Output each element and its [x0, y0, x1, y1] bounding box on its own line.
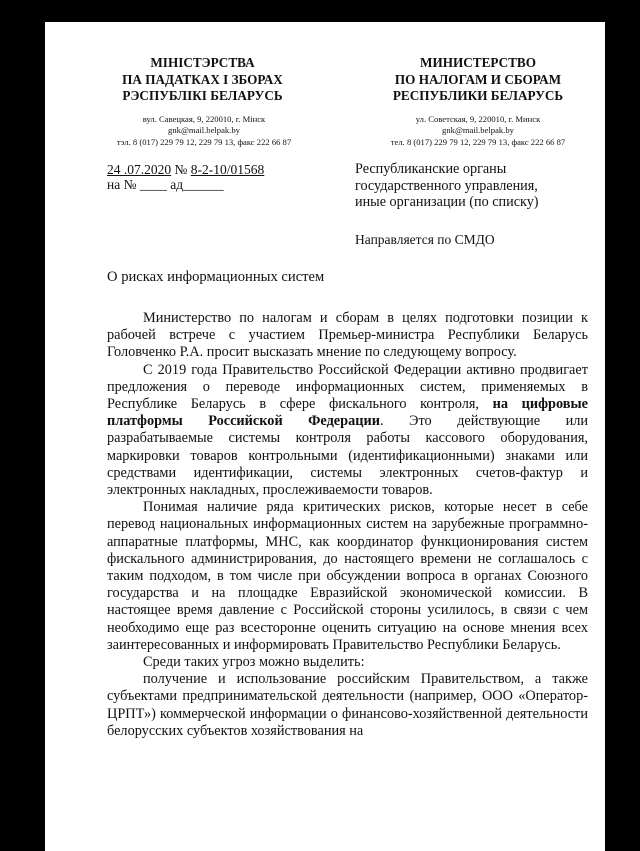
registration-date: 24 .07.2020 — [107, 162, 172, 177]
ministry-header-russian — [363, 55, 593, 105]
reply-reference-line — [107, 177, 224, 192]
address-ru: ул. Советская, 9, 220010, г. Минск — [415, 114, 541, 124]
reply-from: ад — [170, 177, 184, 192]
body-paragraph-4: Среди таких угроз можно выделить: — [143, 654, 365, 671]
phone-be: тэл. 8 (017) 229 79 12, 229 79 13, факс 222 66 87 — [116, 136, 292, 147]
document-page — [45, 22, 605, 851]
ministry-name-line3-be: РЭСПУБЛІКІ БЕЛАРУСЬ — [122, 88, 283, 103]
body-paragraph-2-end: . Это действующие или разрабатываемые системы контроля работы кассового оборудования, маркировки товаров контрольными (идентификационными) знаками или средствами идентификации, системы электронных счетов-фактур и электронных накладных, прослеживаемости товаров. — [107, 413, 589, 499]
routing-note: Направляется по СМДО — [355, 232, 495, 247]
body-paragraph-2-start: С 2019 года Правительство Российской Федерации активно продвигает предложения о переводе информационных систем, применяемых в Республике Беларусь в сфере фискального контроля, — [107, 361, 588, 413]
body-paragraph-2 — [107, 362, 588, 500]
contact-block-russian — [361, 114, 595, 148]
reply-number-blank: ____ — [139, 177, 167, 192]
ministry-name-line1-be: МІНІСТЭРСТВА — [150, 55, 255, 70]
addressee-line1: Республиканские органы — [355, 161, 507, 177]
address-be: вул. Савецкая, 9, 220010, г. Мінск — [142, 114, 266, 124]
ministry-name-line2-ru: ПО НАЛОГАМ И СБОРАМ — [394, 71, 562, 87]
addressee-line2: государственного управления, — [355, 177, 538, 194]
body-paragraph-5: получение и использование российским Правительством, а также субъектами предпринимательской деятельности (например, ООО «Оператор-ЦРПТ») коммерческой информации о финансово-хозяйственной деятельности белорусских субъектов хозяйствования на — [107, 671, 588, 739]
body-paragraph-2-emphasis: на цифровые платформы Российской Федерации — [107, 396, 588, 430]
addressee-block — [355, 161, 590, 211]
registration-number-sign: № — [174, 162, 188, 177]
body-paragraph-1: Министерство по налогам и сборам в целях подготовки позиции к рабочей встрече с участием Премьер-министра Республики Беларусь Головченко Р.А. просит высказать мнение по следующему вопросу. — [107, 310, 588, 361]
email-be: gnk@mail.belpak.by — [168, 125, 240, 136]
phone-ru: тел. 8 (017) 229 79 12, 229 79 13, факс 222 66 87 — [390, 136, 566, 147]
body-paragraph-3: Понимая наличие ряда критических рисков, которые несет в себе перевод национальных информационных систем на зарубежные программно-аппаратные платформы, МНС, как координатор функционирования систем фискального администрирования, до настоящего времени не соглашалось с таким подходом, в том числе при обсуждении вопроса в органах Союзного государства и на площадке Евразийской экономической комиссии. В настоящее время давление с Российской стороны усилилось, в связи с чем необходимо еще раз всесторонне оценить ситуацию на основе мнения всех заинтересованных и информировать Правительство Республики Беларусь. — [107, 499, 588, 653]
letter-body — [107, 310, 588, 740]
registration-number: 8-2-10/01568 — [190, 162, 265, 177]
ministry-name-line1-ru: МИНИСТЕРСТВО — [420, 55, 536, 70]
ministry-header-belarusian — [100, 55, 305, 105]
contact-block-belarusian — [95, 114, 313, 148]
registration-line — [107, 162, 264, 177]
document-subject: О рисках информационных систем — [107, 269, 325, 285]
reply-prefix: на № — [107, 177, 137, 192]
ministry-name-line3-ru: РЕСПУБЛИКИ БЕЛАРУСЬ — [392, 88, 564, 103]
reply-date-blank: ______ — [183, 177, 224, 192]
addressee-line3: иные организации (по списку) — [355, 194, 539, 211]
email-ru: gnk@mail.belpak.by — [442, 125, 514, 136]
ministry-name-line2-be: ПА ПАДАТКАХ І ЗБОРАХ — [122, 71, 283, 87]
